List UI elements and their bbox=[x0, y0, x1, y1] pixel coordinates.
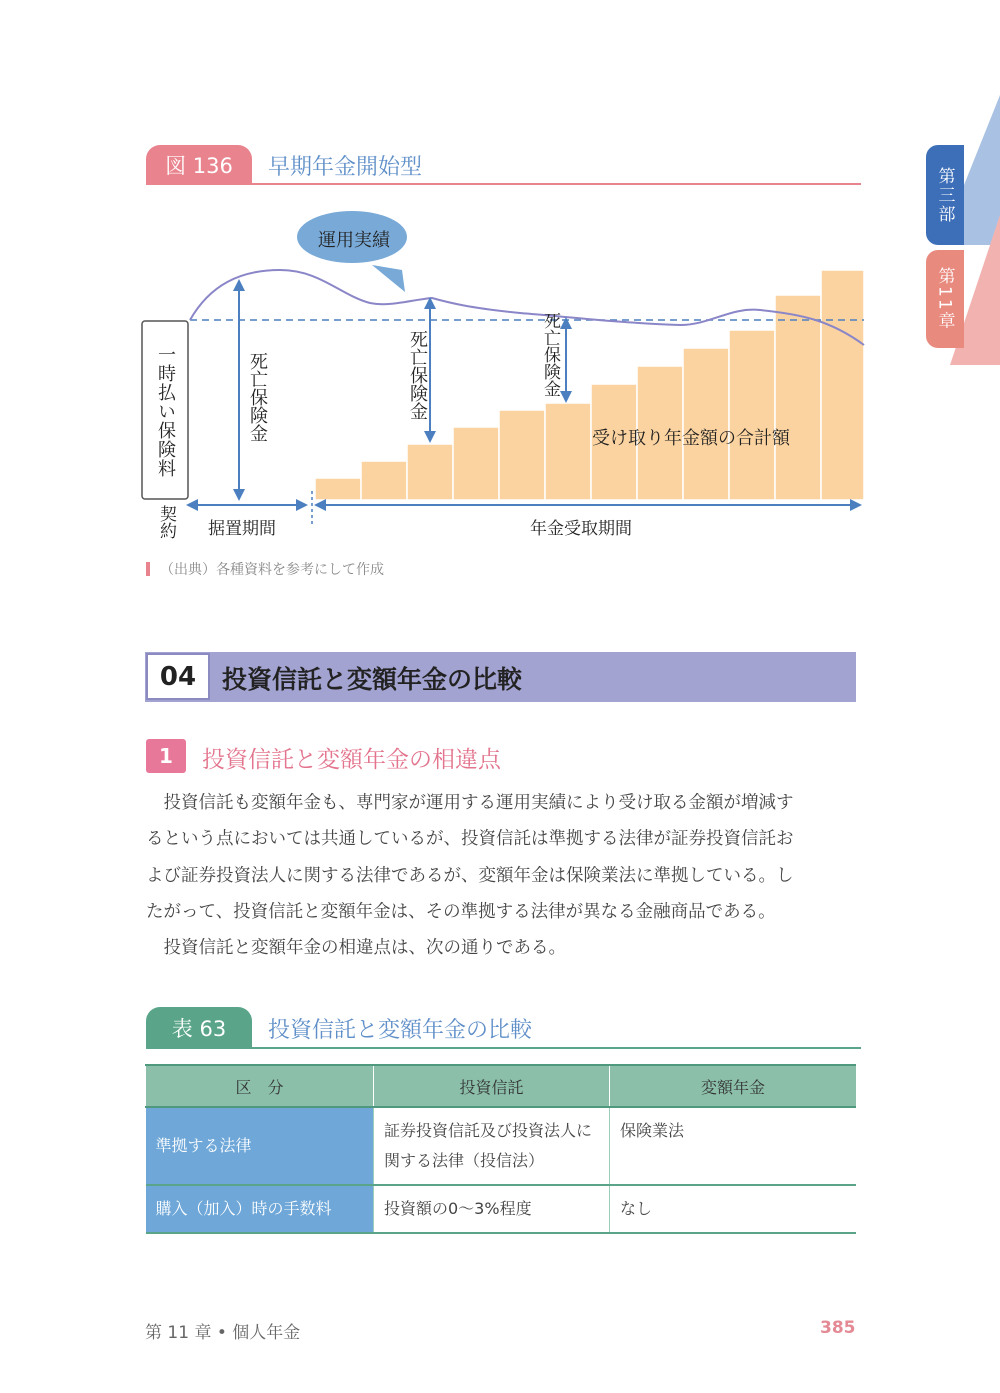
death-benefit-label-3: 死亡保険金 bbox=[540, 312, 560, 397]
receipt-period-label: 年金受取期間 bbox=[530, 519, 632, 539]
death-benefit-label-1: 死亡保険金 bbox=[247, 352, 268, 442]
table-row bbox=[146, 1185, 857, 1233]
figure-badge: 図 136 bbox=[146, 145, 252, 185]
row-cell: なし bbox=[610, 1185, 857, 1233]
table-row bbox=[146, 1107, 857, 1185]
body-line-1: 投資信託も変額年金も、専門家が運用する運用実績により受け取る金額が増減す bbox=[146, 793, 794, 813]
subsection-title: 投資信託と変額年金の相違点 bbox=[202, 747, 501, 773]
lump-sum-label: 一時払い保険料 bbox=[155, 345, 176, 478]
comparison-table bbox=[145, 1064, 856, 1234]
footer-chapter: 第 11 章 • 個人年金 bbox=[145, 1323, 301, 1343]
section-number: 04 bbox=[146, 653, 210, 700]
header-variable-annuity: 変額年金 bbox=[610, 1065, 857, 1107]
table-title: 投資信託と変額年金の比較 bbox=[268, 1018, 533, 1043]
row-cell: 証券投資信託及び投資法人に関する法律（投信法） bbox=[374, 1107, 610, 1185]
table-header-row bbox=[146, 1065, 857, 1107]
figure-rule bbox=[146, 183, 861, 185]
row-label: 準拠する法律 bbox=[146, 1107, 374, 1185]
deferral-period-label: 据置期間 bbox=[208, 519, 276, 539]
source-note: （出典）各種資料を参考にして作成 bbox=[160, 562, 384, 578]
body-line-4: たがって、投資信託と変額年金は、その準拠する法律が異なる金融商品である。 bbox=[146, 902, 776, 922]
header-category: 区 分 bbox=[146, 1065, 374, 1107]
row-cell: 投資額の0〜3%程度 bbox=[374, 1185, 610, 1233]
total-annuity-label: 受け取り年金額の合計額 bbox=[592, 428, 790, 449]
body-line-2: るという点においては共通しているが、投資信託は準拠する法律が証券投資信託お bbox=[146, 829, 794, 849]
subsection-number: 1 bbox=[146, 739, 186, 773]
tab-part[interactable]: 第三部 bbox=[926, 145, 964, 245]
header-investment-trust: 投資信託 bbox=[374, 1065, 610, 1107]
annuity-bars bbox=[315, 270, 864, 500]
table-rule bbox=[146, 1047, 861, 1049]
row-cell: 保険業法 bbox=[610, 1107, 857, 1185]
page-number: 385 bbox=[820, 1318, 856, 1338]
tab-chapter[interactable]: 第11章 bbox=[926, 250, 964, 348]
figure-title: 早期年金開始型 bbox=[268, 155, 423, 180]
bubble-label: 運用実績 bbox=[318, 230, 390, 251]
source-marker bbox=[146, 562, 150, 576]
row-label: 購入（加入）時の手数料 bbox=[146, 1185, 374, 1233]
death-benefit-label-2: 死亡保険金 bbox=[407, 330, 428, 420]
body-line-3: よび証券投資法人に関する法律であるが、変額年金は保険業法に準拠している。し bbox=[146, 866, 794, 886]
body-line-5: 投資信託と変額年金の相違点は、次の通りである。 bbox=[146, 938, 566, 958]
section-title: 投資信託と変額年金の比較 bbox=[222, 665, 523, 694]
contract-label: 契約 bbox=[156, 505, 176, 539]
table-badge: 表 63 bbox=[146, 1007, 252, 1049]
